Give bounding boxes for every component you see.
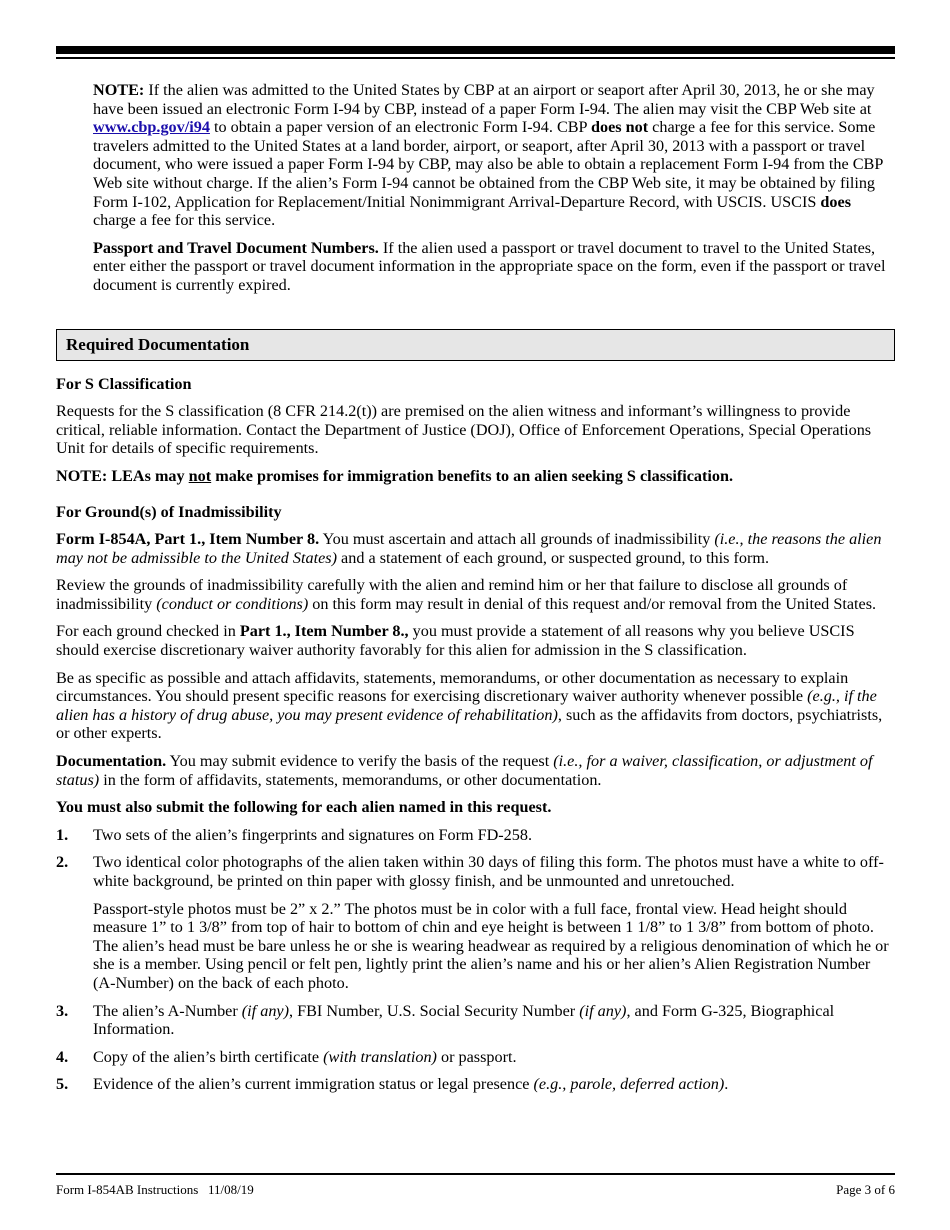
photo-spec-paragraph: Passport-style photos must be 2” x 2.” The photos must be in color with a full face, frontal view. Head height should measure 1” to 1 3/8” from top of hair to bottom of chin and eye height is between 1 1/8” to 1 3/8” from bottom of photo. The alien’s head must be bare unless he or she is wearing headwear as required by a religious denomination of which he or she is a member. Using pencil or felt pen, lightly print the alien’s name and his or her alien’s Alien Registration Number (A-Number) on the back of each photo. <box>93 899 889 992</box>
item-text: Evidence of the alien’s current immigration status or legal presence <box>93 1075 534 1094</box>
list-item <box>56 1075 895 1094</box>
cbp-i94-link[interactable]: www.cbp.gov/i94 <box>93 118 210 137</box>
submit-heading: You must also submit the following for each alien named in this request. <box>56 798 552 817</box>
item-text: Two sets of the alien’s fingerprints and signatures on Form FD-258. <box>93 825 533 844</box>
paragraph-text: in the form of affidavits, statements, memorandums, or other documentation. <box>99 770 602 789</box>
note-emphasis: does not <box>591 118 649 137</box>
note-label: NOTE: <box>93 81 145 99</box>
paragraph-italic: (i.e., for a waiver, classification, or adjustment of status) <box>56 752 873 789</box>
be-specific-paragraph <box>56 669 895 743</box>
item-number: 5. <box>56 1075 69 1094</box>
item-number: 2. <box>56 853 69 872</box>
item-text: , FBI Number, U.S. Social Security Number <box>289 1001 580 1020</box>
item-number: 1. <box>56 825 69 844</box>
item-italic: (if any) <box>241 1001 289 1020</box>
inadmissibility-heading: For Ground(s) of Inadmissibility <box>56 502 282 521</box>
note-text: charge a fee for this service. Some travelers admitted to the United States at a land border, airport, or seaport, after April 30, 2013 with a passport or travel document, who were issued a paper Form I-94 by CBP, may also be able to obtain a replacement Form I-94 from the CBP Web site without charge. If the alien’s Form I-94 cannot be obtained from the CBP Web site, it may be obtained by filing Form I-102, Application for Replacement/Initial Nonimmigrant Arrival-Departure Record, with USCIS. USCIS <box>93 118 883 211</box>
required-items-list <box>56 826 895 1094</box>
item-text: . <box>724 1075 729 1094</box>
page-content <box>56 81 895 1103</box>
list-item <box>56 853 895 992</box>
passport-paragraph <box>56 239 895 295</box>
item-text: Copy of the alien’s birth certificate <box>93 1047 324 1066</box>
footer-page-number: Page 3 of 6 <box>836 1182 895 1197</box>
passport-label: Passport and Travel Document Numbers. <box>93 238 379 257</box>
item-number: 4. <box>56 1047 69 1066</box>
paragraph-text: For each ground checked in <box>56 622 240 641</box>
lea-note-text: NOTE: LEAs may <box>56 466 189 485</box>
paragraph-text: on this form may result in denial of this request and/or removal from the United States. <box>308 594 877 613</box>
documentation-label: Documentation. <box>56 752 167 771</box>
s-classification-paragraph: Requests for the S classification (8 CFR 214.2(t)) are premised on the alien witness and informant’s willingness to provide critical, reliable information. Contact the Department of Justice (DOJ), Office of Enforcement Operations, Special Operations Unit for details of specific requirements. <box>56 402 872 458</box>
paragraph-text: you must provide a statement of all reasons why you believe USCIS should exercise discretionary waiver authority favorably for this alien for admission in the S classification. <box>56 622 855 660</box>
lea-note <box>56 467 895 486</box>
header-rule-thick <box>56 46 895 54</box>
review-paragraph <box>56 576 895 613</box>
lea-note-underlined: not <box>188 466 212 485</box>
paragraph-text: and a statement of each ground, or suspected ground, to this form. <box>337 548 770 567</box>
each-ground-paragraph <box>56 622 895 659</box>
list-item <box>56 1002 895 1039</box>
i94-note-paragraph <box>56 81 895 230</box>
item-number: 3. <box>56 1001 69 1020</box>
paragraph-text: You may submit evidence to verify the basis of the request <box>166 752 554 771</box>
paragraph-italic: (e.g., if the alien has a history of drug abuse, you may present evidence of rehabilitation) <box>56 687 877 724</box>
item-text: Two identical color photographs of the alien taken within 30 days of filing this form. The photos must have a white to off-white background, be printed on thin paper with glossy finish, and be unmounted and unretouched. <box>93 853 884 890</box>
list-item <box>56 826 895 845</box>
item-8-paragraph <box>56 530 895 567</box>
paragraph-bold: Part 1., Item Number 8., <box>239 622 409 641</box>
item-italic: (if any) <box>579 1001 627 1020</box>
item-text: The alien’s A-Number <box>93 1001 242 1020</box>
s-classification-heading: For S Classification <box>56 374 192 393</box>
paragraph-text: , such as the affidavits from doctors, psychiatrists, or other experts. <box>56 705 883 743</box>
list-item <box>56 1048 895 1067</box>
paragraph-italic: (conduct or conditions) <box>156 594 309 613</box>
paragraph-text: Be as specific as possible and attach affidavits, statements, memorandums, or other documentation as necessary to explain circumstances. You should present specific reasons for exercising discretionary waiver authority whenever possible <box>56 668 849 706</box>
note-emphasis: does <box>820 192 852 211</box>
header-rule-thin <box>56 57 895 59</box>
passport-text: If the alien used a passport or travel document to travel to the United States, enter either the passport or travel document information in the appropriate space on the form, even if the passport or travel document is currently expired. <box>93 238 886 294</box>
paragraph-text: Review the grounds of inadmissibility carefully with the alien and remind him or her that failure to disclose all grounds of inadmissibility <box>56 576 848 613</box>
note-text: to obtain a paper version of an electronic Form I-94. CBP <box>209 118 591 137</box>
documentation-paragraph <box>56 752 895 789</box>
footer-form-id: Form I-854AB Instructions 11/08/19 <box>56 1182 254 1197</box>
lea-note-text: make promises for immigration benefits to an alien seeking S classification. <box>211 466 734 485</box>
paragraph-text: You must ascertain and attach all grounds of inadmissibility <box>319 530 715 549</box>
item-text: or passport. <box>436 1047 517 1066</box>
note-text: If the alien was admitted to the United States by CBP at an airport or seaport after April 30, 2013, he or she may have been issued an electronic Form I-94 by CBP, instead of a paper Form I-94. The alien may visit the CBP Web site at <box>93 81 875 118</box>
paragraph-italic: (i.e., the reasons the alien may not be admissible to the United States) <box>56 530 882 567</box>
item-italic: (with translation) <box>323 1047 437 1066</box>
section-header-required-documentation: Required Documentation <box>56 329 895 361</box>
item-text: , and Form G-325, Biographical Information. <box>93 1001 835 1039</box>
item-8-label: Form I-854A, Part 1., Item Number 8. <box>56 530 320 549</box>
note-text: charge a fee for this service. <box>93 211 276 230</box>
item-italic: (e.g., parole, deferred action) <box>533 1075 725 1094</box>
footer-rule <box>56 1173 895 1175</box>
